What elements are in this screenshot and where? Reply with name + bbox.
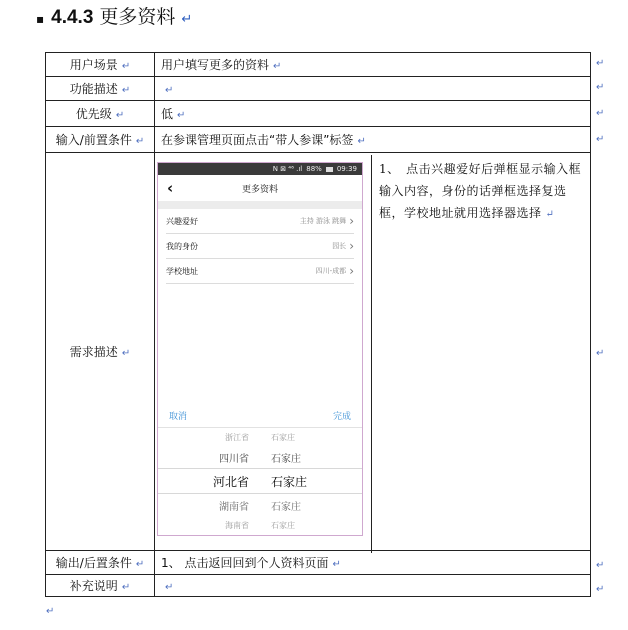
paragraph-mark: ↵ (181, 12, 193, 27)
row-label-scenario: 用户场景 ↵ (46, 53, 155, 77)
row-end-mark: ↵ (596, 108, 605, 119)
table-row (46, 551, 591, 575)
chevron-right-icon: › (349, 239, 354, 253)
requirement-divider (371, 155, 372, 553)
row-end-mark: ↵ (596, 560, 605, 571)
picker-row[interactable] (158, 446, 362, 468)
table-row (46, 575, 591, 597)
back-icon[interactable]: ‹ (167, 179, 174, 197)
picker-row-selected[interactable] (158, 468, 362, 494)
row-end-mark: ↵ (596, 348, 605, 359)
row-end-mark: ↵ (596, 584, 605, 595)
battery-icon (326, 167, 333, 172)
signal-icons: N ⊠ ⁴⁶ .ıl (272, 165, 303, 173)
picker-row[interactable] (158, 428, 362, 446)
section-title: 更多资料 (99, 6, 176, 28)
done-button[interactable]: 完成 (332, 412, 351, 422)
row-label-priority: 优先级 ↵ (46, 101, 155, 127)
status-bar (158, 163, 362, 175)
heading-bullet: ▪ (36, 12, 45, 26)
row-value-function: ↵ (155, 77, 591, 101)
nav-title: 更多资料 (241, 184, 278, 195)
section-gap (158, 201, 362, 209)
table-row (46, 77, 591, 101)
row-label-requirement: 需求描述 ↵ (46, 153, 155, 551)
picker-row[interactable] (158, 494, 362, 516)
requirement-description: 1、 点击兴趣爱好后弹框显示输入框输入内容，身份的话弹框选择复选框，学校地址就用选择器选择 ↵ (379, 162, 582, 220)
nav-bar (158, 175, 362, 201)
picker-province: 河北省 (212, 474, 249, 489)
picker-city: 石家庄 (271, 501, 301, 513)
section-heading (36, 2, 192, 28)
cancel-button[interactable]: 取消 (169, 412, 188, 422)
row-value-priority: 低 ↵ (155, 101, 591, 127)
row-value-precondition: 在参课管理页面点击“带人参课”标签 ↵ (155, 127, 591, 153)
chevron-right-icon: › (349, 214, 354, 228)
doc-end-mark: ↵ (46, 606, 55, 617)
section-number: 4.4.3 (51, 7, 94, 28)
picker-row[interactable] (158, 516, 362, 534)
battery-level: 88% (306, 165, 322, 173)
row-label-notes: 补充说明 ↵ (46, 575, 155, 597)
picker-city: 石家庄 (271, 453, 301, 465)
picker-province: 海南省 (225, 520, 249, 530)
table-row (46, 127, 591, 153)
picker-city: 石家庄 (271, 520, 295, 530)
picker-city: 石家庄 (271, 432, 295, 442)
row-label-postcondition: 输出/后置条件 ↵ (46, 551, 155, 575)
row-end-mark: ↵ (596, 82, 605, 93)
row-value-scenario: 用户填写更多的资料 ↵ (155, 53, 591, 77)
picker-actions (169, 409, 351, 422)
region-picker[interactable] (158, 427, 362, 534)
list-item-identity[interactable] (166, 234, 354, 259)
list-item-label: 兴趣爱好 (166, 216, 198, 226)
picker-province: 浙江省 (225, 432, 249, 442)
row-label-precondition: 输入/前置条件 ↵ (46, 127, 155, 153)
row-label-function: 功能描述 ↵ (46, 77, 155, 101)
row-end-mark: ↵ (596, 134, 605, 145)
list-item-value: 园长 (332, 242, 347, 250)
table-row (46, 101, 591, 127)
list-item-interests[interactable] (166, 209, 354, 234)
chevron-right-icon: › (349, 264, 354, 278)
list-item-label: 学校地址 (166, 266, 198, 276)
list-item-value: 四川-成都 (315, 267, 347, 275)
list-item-value: 主持 游泳 跳舞 (299, 217, 347, 225)
list-item-label: 我的身份 (166, 241, 198, 251)
list-item-school-address[interactable] (166, 259, 354, 284)
picker-city: 石家庄 (271, 474, 308, 489)
row-value-postcondition: 1、 点击返回回到个人资料页面 ↵ (155, 551, 591, 575)
phone-screenshot (157, 162, 363, 536)
row-value-notes: ↵ (155, 575, 591, 597)
picker-province: 四川省 (219, 453, 249, 465)
table-row (46, 53, 591, 77)
picker-province: 湖南省 (219, 501, 249, 513)
clock: 09:39 (336, 165, 357, 173)
row-end-mark: ↵ (596, 58, 605, 69)
